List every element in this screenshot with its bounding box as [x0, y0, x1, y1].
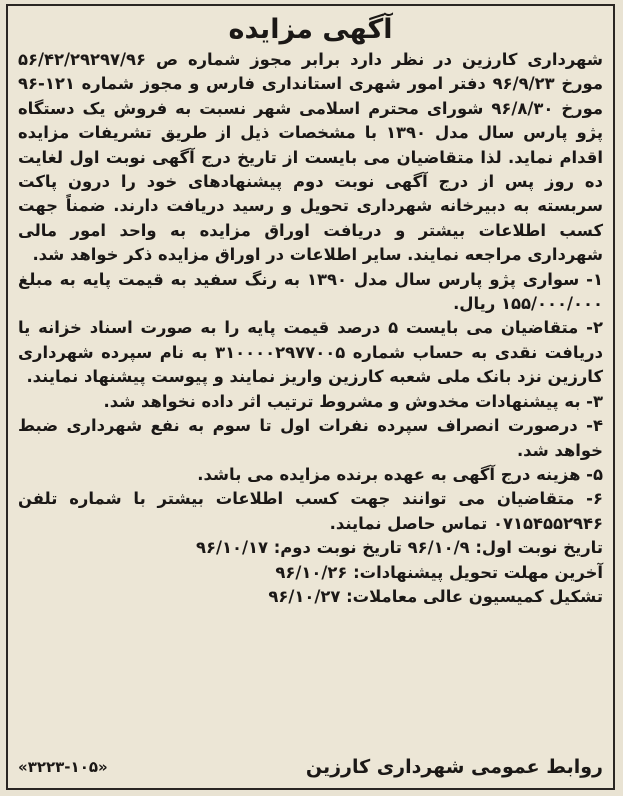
footer — [18, 752, 603, 782]
publication-dates: تاریخ نوبت اول: ۹۶/۱۰/۹ تاریخ نوبت دوم: ۹۶/۱۰/۱۷ — [196, 538, 603, 558]
announcement-title: آگهی مزایده — [228, 14, 393, 45]
ad-code: «۳۲۲۳-۱۰۵» — [18, 758, 108, 776]
condition-item-4: ۴- درصورت انصراف سپرده نفرات اول تا سوم به نفع شهرداری ضبط خواهد شد. — [18, 416, 603, 460]
intro-text: شهرداری کارزین در نظر دارد برابر مجوز شماره ص ۵۶/۴۲/۲۹۲۹۷/۹۶ مورخ ۹۶/۹/۲۳ دفتر امور شهری استانداری فارس و مجوز شماره ۱۲۱-۹۶ مورخ ۹۶/۸/۳۰ شورای محترم اسلامی شهر نسبت به فروش یک دستگاه پژو پارس سال مدل ۱۳۹۰ با مشخصات ذیل از طریق تشریفات مزایده اقدام نماید. لذا متقاضیان می بایست از تاریخ درج آگهی نوبت اول لغایت ده روز پس از درج آگهی نوبت دوم پیشنهادهای خود را درون پاکت سربسته به دبیرخانه شهرداری تحویل و رسید دریافت دارند. ضمناً جهت کسب اطلاعات بیشتر و دریافت اوراق مزایده به واحد امور مالی شهرداری مراجعه نمایند. سایر اطلاعات در اوراق مزایده ذکر خواهد شد. — [18, 50, 603, 265]
intro-paragraph — [8, 48, 613, 268]
conditions-list — [8, 268, 613, 536]
announcement-panel — [6, 4, 615, 790]
condition-item-2: ۲- متقاضیان می بایست ۵ درصد قیمت پایه را به صورت اسناد خزانه یا دریافت نقدی به حساب شماره ۳۱۰۰۰۰۲۹۷۷۰۰۵ به نام سپرده شهرداری کارزین نزد بانک ملی شعبه کارزین واریز نمایند و پیوست پیشنهاد نمایند. — [18, 318, 603, 387]
condition-item-3: ۳- به پیشنهادات مخدوش و مشروط ترتیب اثر داده نخواهد شد. — [103, 391, 603, 411]
condition-item-6: ۶- متقاضیان می توانند جهت کسب اطلاعات بیشتر با شماره تلفن ۰۷۱۵۴۵۵۲۹۴۶ تماس حاصل نمایند. — [18, 489, 603, 533]
condition-item-1: ۱- سواری پژو پارس سال مدل ۱۳۹۰ به رنگ سفید به قیمت پایه به مبلغ ۱۵۵/۰۰۰/۰۰۰ ریال. — [18, 269, 603, 314]
condition-item-5: ۵- هزینه درج آگهی به عهده برنده مزایده می باشد. — [197, 464, 603, 484]
commission-date: تشکیل کمیسیون عالی معاملات: ۹۶/۱۰/۲۷ — [268, 586, 603, 606]
signature: روابط عمومی شهرداری کارزین — [305, 756, 603, 778]
dates-block — [8, 536, 613, 609]
deadline-date: آخرین مهلت تحویل پیشنهادات: ۹۶/۱۰/۲۶ — [275, 562, 603, 582]
